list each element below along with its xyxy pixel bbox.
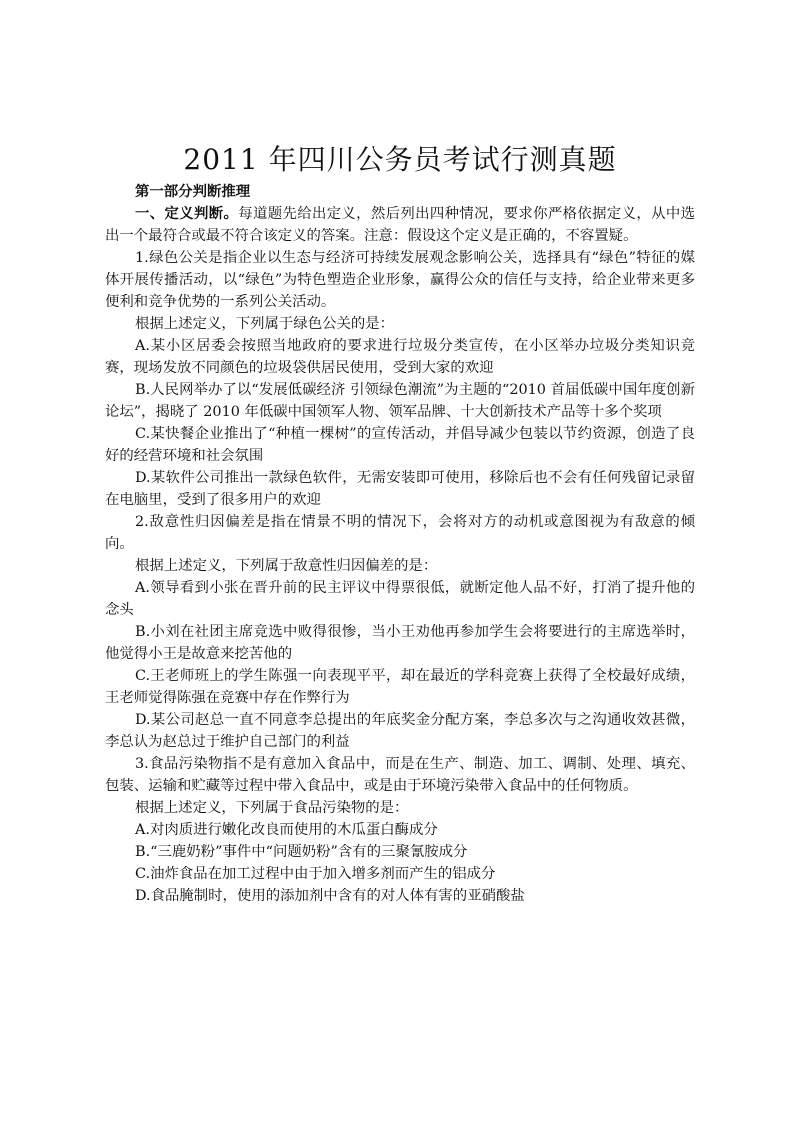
- section-intro-label: 一、定义判断。: [135, 205, 239, 222]
- question-3: [105, 753, 695, 907]
- question-stem: 2.敌意性归因偏差是指在情景不明的情况下，会将对方的动机或意图视为有敌意的倾向。: [105, 514, 695, 552]
- option-c: C.油炸食品在加工过程中由于加入增多剂而产生的铝成分: [135, 866, 496, 882]
- option-c: C.王老师班上的学生陈强一向表现平平，却在最近的学科竞赛上获得了全校最好成绩，王老师觉得陈强在竞赛中存在作弊行为: [105, 668, 695, 706]
- question-prompt: 根据上述定义，下列属于绿色公关的是：: [135, 316, 395, 332]
- option-a: A.领导看到小张在晋升前的民主评议中得票很低，就断定他人品不好，打消了提升他的念头: [105, 580, 695, 618]
- part-title: 第一部分判断推理: [135, 183, 251, 200]
- document-title: 2011 年四川公务员考试行测真题: [183, 143, 617, 176]
- option-d: D.某公司赵总一直不同意李总提出的年底奖金分配方案，李总多次与之沟通收效甚微，李总认为赵总过于维护自己部门的利益: [105, 712, 695, 750]
- question-prompt: 根据上述定义，下列属于食品污染物的是：: [135, 800, 409, 816]
- question-stem: 3.食品污染物指不是有意加入食品中，而是在生产、制造、加工、调制、处理、填充、包装、运输和贮藏等过程中带入食品中，或是由于环境污染带入食品中的任何物质。: [105, 756, 695, 794]
- question-2: [105, 511, 695, 753]
- document-page: [105, 140, 695, 907]
- option-c: C.某快餐企业推出了“种植一棵树”的宣传活动，并倡导减少包装以节约资源，创造了良好的经营环境和社会氛围: [105, 426, 695, 464]
- section-intro-text: 每道题先给出定义，然后列出四种情况，要求你严格依据定义，从中选出一个最符合或最不符合该定义的答案。注意：假设这个定义是正确的，不容置疑。: [105, 206, 695, 244]
- section-intro: [105, 203, 695, 247]
- question-stem: 1.绿色公关是指企业以生态与经济可持续发展观念影响公关，选择具有“绿色”特征的媒体开展传播活动，以“绿色”为特色塑造企业形象，赢得公众的信任与支持，给企业带来更多便利和竞争优势的一系列公关活动。: [105, 250, 695, 310]
- option-a: A.对肉质进行嫩化改良而使用的木瓜蛋白酶成分: [135, 822, 438, 838]
- option-a: A.某小区居委会按照当地政府的要求进行垃圾分类宣传，在小区举办垃圾分类知识竞赛，现场发放不同颜色的垃圾袋供居民使用，受到大家的欢迎: [105, 338, 695, 376]
- option-d: D.食品腌制时，使用的添加剂中含有的对人体有害的亚硝酸盐: [135, 888, 525, 904]
- option-b: B.人民网举办了以“发展低碳经济 引领绿色潮流”为主题的“2010 首届低碳中国年度创新论坛”，揭晓了 2010 年低碳中国领军人物、领军品牌、十大创新技术产品等十多个奖项: [105, 382, 695, 420]
- option-b: B.小刘在社团主席竞选中败得很惨，当小王劝他再参加学生会将要进行的主席选举时，他觉得小王是故意来挖苦他的: [105, 624, 695, 662]
- option-d: D.某软件公司推出一款绿色软件，无需安装即可使用，移除后也不会有任何残留记录留在电脑里，受到了很多用户的欢迎: [105, 470, 695, 508]
- question-prompt: 根据上述定义，下列属于敌意性归因偏差的是：: [135, 558, 438, 574]
- option-b: B.“三鹿奶粉”事件中“问题奶粉”含有的三聚氰胺成分: [135, 844, 468, 860]
- question-1: [105, 247, 695, 511]
